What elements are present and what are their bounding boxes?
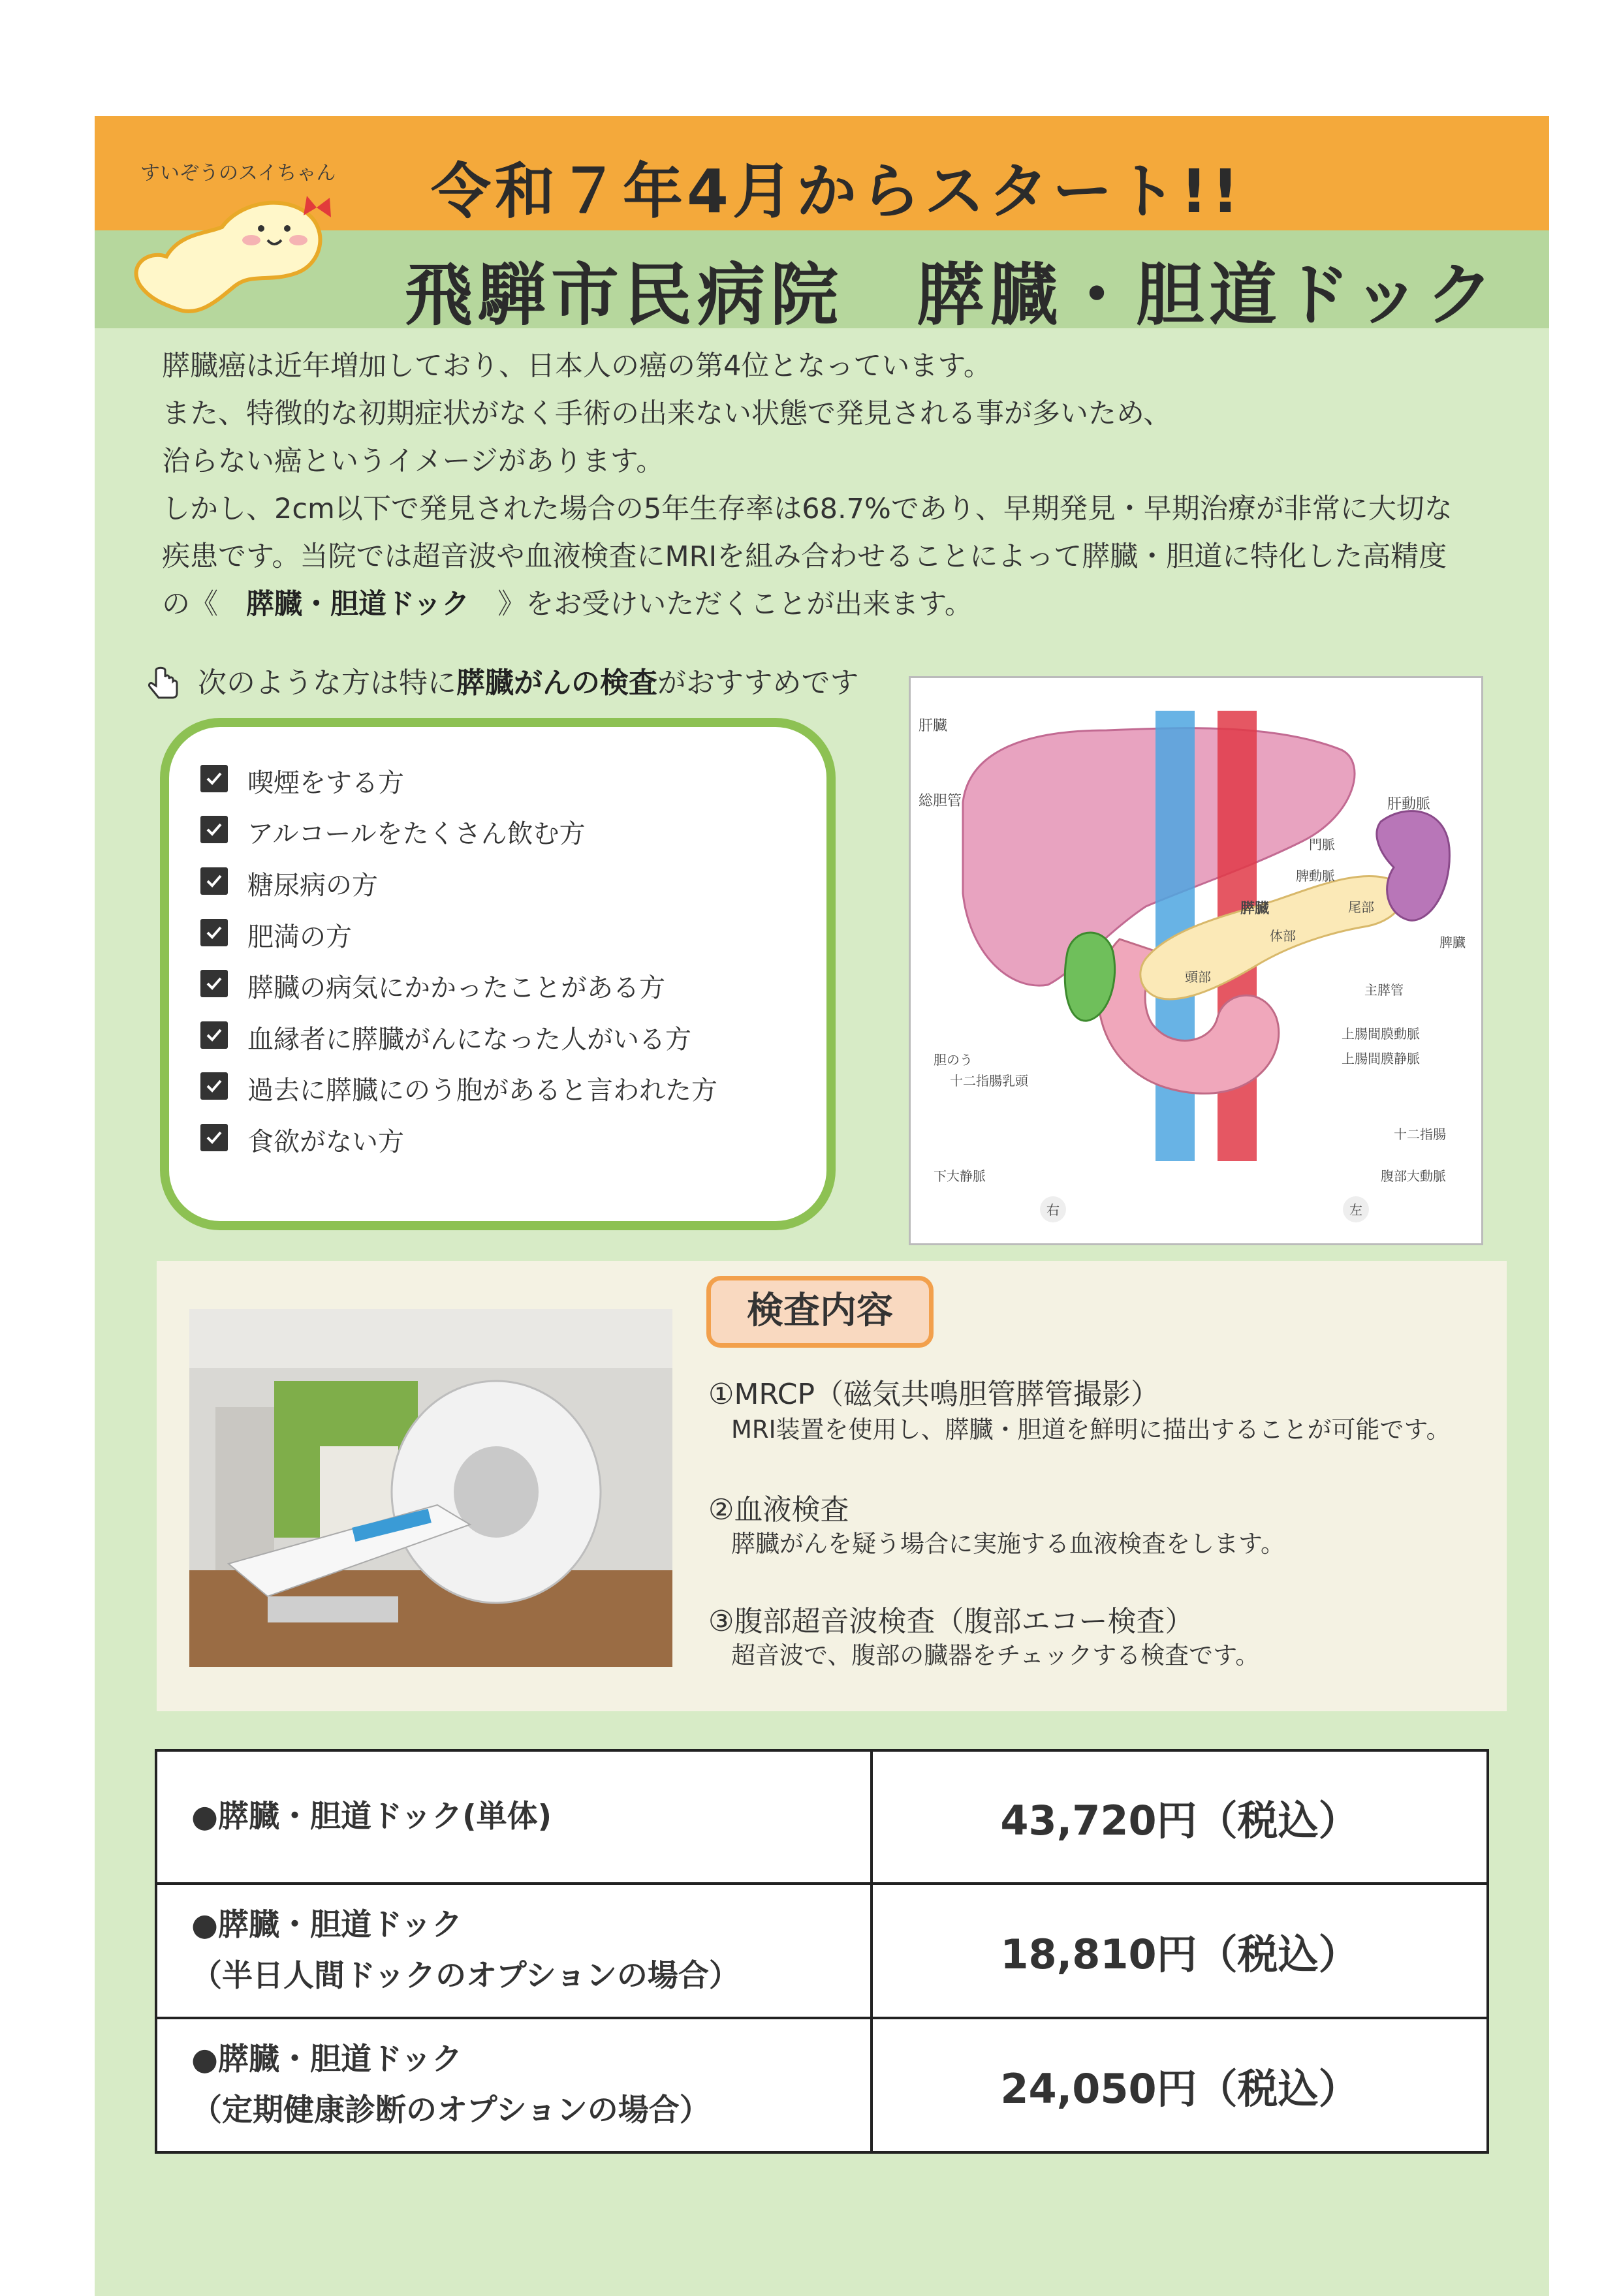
- headline: 令和７年4月からスタート!!: [431, 157, 1243, 226]
- diagram-label: 肝動脈: [1387, 796, 1431, 813]
- diagram-label: 脾動脈: [1296, 868, 1335, 884]
- exam-item-desc: 膵臓がんを疑う場合に実施する血液検査をします。: [731, 1530, 1285, 1558]
- checklist-label: 肥満の方: [247, 922, 352, 952]
- plan-cell: [156, 2018, 872, 2152]
- diagram-label: 胆のう: [934, 1052, 973, 1068]
- plan-note: （定期健康診断のオプションの場合）: [191, 2092, 710, 2128]
- recommend-heading-post: がおすすめです: [657, 666, 859, 700]
- plan-name: ●膵臓・胆道ドック: [191, 1907, 463, 1943]
- diagram-label: 脾臓: [1439, 935, 1466, 950]
- anatomy-diagram: [909, 676, 1483, 1245]
- plan-cell: [156, 1750, 872, 1884]
- diagram-label: 下大静脈: [934, 1168, 986, 1184]
- diagram-label: 総胆管: [919, 793, 962, 809]
- checkbox-checked-icon: [200, 919, 228, 946]
- anatomy-illustration: [911, 678, 1481, 1243]
- checklist-panel: [160, 718, 836, 1230]
- price-cell: 43,720円（税込）: [872, 1750, 1488, 1884]
- table-row: [156, 1750, 1488, 1884]
- mri-room-photo: [189, 1309, 672, 1667]
- exam-item-title: ③腹部超音波検査（腹部エコー検査）: [708, 1605, 1194, 1638]
- checklist-item: [247, 916, 352, 954]
- checklist-label: 血縁者に膵臓がんになった人がいる方: [247, 1025, 691, 1055]
- checkbox-checked-icon: [200, 970, 228, 997]
- exam-item-title: ②血液検査: [708, 1493, 849, 1527]
- diagram-label: 上腸間膜静脈: [1342, 1051, 1420, 1066]
- checklist-item: [247, 762, 404, 799]
- intro-line: また、特徴的な初期症状がなく手術の出来ない状態で発見される事が多いため、: [162, 397, 1172, 430]
- checklist-item: [247, 865, 378, 902]
- checklist-label: アルコールをたくさん飲む方: [247, 819, 586, 849]
- diagram-label: 十二指腸: [1394, 1126, 1446, 1142]
- diagram-label: 尾部: [1348, 899, 1374, 915]
- diagram-label: 腹部大動脈: [1381, 1168, 1446, 1184]
- page-title: 飛騨市民病院 膵臓・胆道ドック: [405, 255, 1499, 335]
- checklist-item: [247, 1019, 691, 1056]
- mascot-pancreas-icon: [127, 188, 343, 322]
- recommend-heading: [147, 659, 858, 703]
- exam-title: 検査内容: [706, 1276, 934, 1348]
- diagram-label: 主膵管: [1364, 982, 1404, 998]
- checklist-label: 食欲がない方: [247, 1127, 404, 1157]
- checklist-label: 喫煙をする方: [247, 768, 404, 798]
- checklist-item: [247, 813, 586, 850]
- diagram-label: 膵臓: [1240, 901, 1270, 917]
- diagram-label: 左: [1349, 1202, 1362, 1218]
- exam-item-desc: MRI装置を使用し、膵臓・胆道を鮮明に描出することが可能です。: [731, 1416, 1451, 1444]
- intro-line: [162, 581, 1520, 628]
- table-row: [156, 2018, 1488, 2152]
- checklist-label: 過去に膵臓にのう胞があると言われた方: [247, 1076, 717, 1106]
- recommend-heading-pre: 次のような方は特に: [198, 666, 456, 700]
- diagram-label: 肝臓: [919, 718, 948, 734]
- checkbox-checked-icon: [200, 765, 228, 792]
- recommend-heading-bold: 膵臓がんの検査: [456, 666, 657, 700]
- exam-item-desc: 超音波で、腹部の臓器をチェックする検査です。: [731, 1641, 1260, 1669]
- table-row: [156, 1884, 1488, 2018]
- price-table: [155, 1749, 1489, 2154]
- checkbox-checked-icon: [200, 867, 228, 895]
- plan-name: ●膵臓・胆道ドック(単体): [191, 1799, 552, 1835]
- plan-cell: [156, 1884, 872, 2018]
- checkbox-checked-icon: [200, 816, 228, 843]
- diagram-label: 頭部: [1185, 969, 1211, 985]
- intro-text: [162, 343, 1520, 628]
- intro-emphasis: 膵臓・胆道ドック: [246, 588, 470, 621]
- plan-note: （半日人間ドックのオプションの場合）: [191, 1958, 740, 1994]
- checkbox-checked-icon: [200, 1021, 228, 1049]
- checklist-item: [247, 1070, 717, 1107]
- exam-item-title: ①MRCP（磁気共鳴胆管膵管撮影）: [708, 1378, 1160, 1411]
- diagram-label: 体部: [1270, 928, 1296, 944]
- checklist-label: 糖尿病の方: [247, 871, 378, 901]
- plan-name: ●膵臓・胆道ドック: [191, 2041, 463, 2077]
- intro-text-post: 》をお受けいただくことが出来ます。: [469, 588, 973, 621]
- diagram-label: 十二指腸乳頭: [950, 1073, 1028, 1089]
- pointing-hand-icon: [147, 666, 183, 703]
- intro-line: 治らない癌というイメージがあります。: [162, 445, 665, 478]
- diagram-label: 門脈: [1309, 837, 1335, 852]
- checkbox-checked-icon: [200, 1072, 228, 1100]
- price-cell: 18,810円（税込）: [872, 1884, 1488, 2018]
- checklist-item: [247, 1121, 404, 1158]
- intro-text-pre: の《: [162, 588, 246, 621]
- checkbox-checked-icon: [200, 1124, 228, 1151]
- diagram-label: 右: [1046, 1202, 1060, 1218]
- checklist-item: [247, 967, 665, 1004]
- diagram-label: 上腸間膜動脈: [1342, 1026, 1420, 1042]
- price-cell: 24,050円（税込）: [872, 2018, 1488, 2152]
- mascot-label: すいぞうのスイちゃん: [140, 162, 336, 185]
- intro-line: 疾患です。当院では超音波や血液検査にMRIを組み合わせることによって膵臓・胆道に特化した高精度: [162, 540, 1447, 573]
- checklist-label: 膵臓の病気にかかったことがある方: [247, 973, 665, 1003]
- intro-line: しかし、2cm以下で発見された場合の5年生存率は68.7%であり、早期発見・早期治療が非常に大切な: [162, 493, 1453, 525]
- intro-line: 膵臓癌は近年増加しており、日本人の癌の第4位となっています。: [162, 350, 992, 382]
